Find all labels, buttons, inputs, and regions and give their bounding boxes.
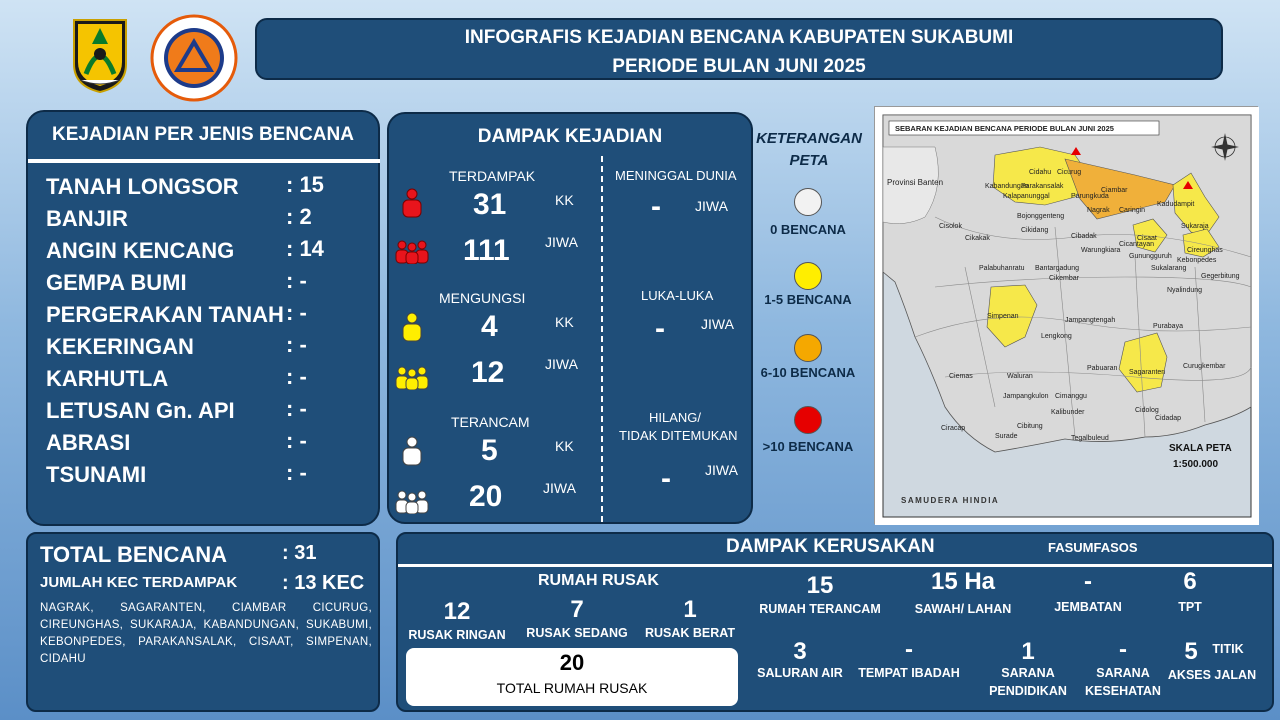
jenis-row: [46, 270, 366, 302]
jenis-value: : 14: [286, 236, 324, 261]
place-label: Palabuhanratu: [979, 265, 1025, 272]
pendidikan-label-2: PENDIDIKAN: [989, 684, 1067, 698]
place-label: Caringin: [1119, 207, 1146, 214]
sawah-label: SAWAH/ LAHAN: [914, 602, 1012, 616]
place-label: Kadudampit: [1157, 201, 1195, 208]
terancam-jiwa-value: 20: [469, 480, 503, 513]
terdampak-label: TERDAMPAK: [449, 168, 536, 184]
place-label: Ciemas: [949, 373, 973, 380]
place-label: Cibitung: [1017, 423, 1043, 430]
mengungsi-jiwa-unit: JIWA: [545, 356, 578, 372]
jenis-value: : -: [286, 268, 307, 293]
pendidikan-value: 1: [1021, 638, 1035, 665]
jenis-name: BANJIR: [46, 206, 128, 231]
total-value: : 31: [282, 542, 317, 564]
meninggal-unit: JIWA: [695, 198, 728, 214]
terdampak-jiwa-value: 111: [463, 234, 510, 267]
terancam-label: TERANCAM: [451, 414, 530, 430]
legend-label-3: >10 BENCANA: [762, 439, 854, 454]
terdampak-kk-unit: KK: [555, 192, 574, 208]
tpt-label: TPT: [1178, 600, 1202, 614]
sedang-value: 7: [570, 596, 584, 623]
mengungsi-label: MENGUNGSI: [439, 290, 526, 306]
place-label: Warungkiara: [1081, 247, 1121, 254]
place-label: Jampangkulon: [1003, 393, 1049, 400]
sedang-label: RUSAK SEDANG: [526, 626, 628, 640]
kesehatan-label: SARANA: [1096, 666, 1150, 680]
jenis-bencana-title: KEJADIAN PER JENIS BENCANA: [52, 124, 354, 145]
page-subtitle: PERIODE BULAN JUNI 2025: [612, 56, 866, 77]
place-label: Kalapanunggal: [1003, 193, 1050, 200]
tpt-value: 6: [1183, 568, 1197, 595]
fasum-label: FASUMFASOS: [1048, 540, 1138, 555]
legend-swatch-1: [794, 262, 822, 290]
place-label: Cireunghas: [1187, 247, 1223, 254]
saluran-value: 3: [793, 638, 807, 665]
kesehatan-label-2: KESEHATAN: [1085, 684, 1161, 698]
legend-title: [752, 128, 866, 172]
jenis-name: ABRASI: [46, 430, 131, 455]
jenis-row: [46, 366, 366, 398]
person-white-icon: [401, 436, 423, 471]
place-label: Sagaranten: [1129, 369, 1166, 376]
luka-value: -: [655, 312, 665, 345]
luka-unit: JIWA: [701, 316, 734, 332]
jenis-row: [46, 334, 366, 366]
place-label: Cimanggu: [1055, 393, 1087, 400]
rumah-rusak-label: RUMAH RUSAK: [538, 572, 659, 589]
dampak-title: DAMPAK KEJADIAN: [477, 126, 663, 147]
legend-title-line2: PETA: [789, 152, 829, 169]
place-label: Nyalindung: [1167, 287, 1203, 294]
legend-label-2: 6-10 BENCANA: [760, 365, 856, 380]
place-label: Tegalbuleud: [1071, 435, 1109, 442]
mengungsi-kk-unit: KK: [555, 314, 574, 330]
place-label: Sukalarang: [1151, 265, 1187, 272]
terdampak-jiwa-unit: JIWA: [545, 234, 578, 250]
page-title: INFOGRAFIS KEJADIAN BENCANA KABUPATEN SUKABUMI: [464, 27, 1014, 48]
place-label: Bojonggenteng: [1017, 213, 1065, 220]
dampak-kerusakan-panel: [396, 532, 1274, 712]
jenis-value: : -: [286, 300, 307, 325]
place-label: Parakansalak: [1021, 183, 1064, 190]
kerusakan-title: DAMPAK KERUSAKAN: [726, 536, 935, 557]
dampak-kejadian-panel: [387, 112, 753, 524]
jenis-name: TANAH LONGSOR: [46, 174, 239, 199]
legend-label-0: 0 BENCANA: [770, 222, 846, 237]
kec-value: : 13 KEC: [282, 572, 365, 594]
kec-list: NAGRAK, SAGARANTEN, CIAMBAR CICURUG, CIREUNGHAS, SUKARAJA, KABANDUNGAN, SUKABUMI, KEBONPEDES, PARAKANSALAK, CISAAT, SIMPENAN, CIDAHU: [40, 602, 372, 665]
jenis-value: : -: [286, 396, 307, 421]
total-bencana-panel: [26, 532, 380, 712]
jenis-row: [46, 174, 366, 206]
terancam-value: 15: [806, 572, 834, 599]
divider: [28, 159, 380, 163]
map-scale-value: 1:500.000: [1173, 459, 1219, 470]
divider: [398, 564, 1272, 567]
jenis-name: PERGERAKAN TANAH: [46, 302, 284, 327]
hilang-label: HILANG/: [649, 410, 702, 425]
jenis-value: : -: [286, 364, 307, 389]
place-label: Purabaya: [1153, 323, 1183, 330]
terancam-kk-unit: KK: [555, 438, 574, 454]
bpbd-logo: [150, 14, 238, 102]
jenis-value: : 2: [286, 204, 312, 229]
luka-label: LUKA-LUKA: [641, 288, 714, 303]
place-label: Pabuaran: [1087, 365, 1118, 372]
place-label: Kebonpedes: [1177, 257, 1217, 264]
place-label: Lengkong: [1041, 333, 1072, 340]
legend-title-line1: KETERANGAN: [756, 130, 862, 147]
place-label: Bantargadung: [1035, 265, 1079, 272]
place-label: Simpenan: [987, 313, 1019, 320]
header-title-box: [255, 18, 1223, 80]
saluran-label: SALURAN AIR: [757, 666, 843, 680]
legend-swatch-2: [794, 334, 822, 362]
place-label: Parungkuda: [1071, 193, 1109, 200]
place-label: Jampangtengah: [1065, 317, 1116, 324]
jembatan-value: -: [1084, 568, 1092, 595]
divider: [601, 156, 603, 522]
jalan-value: 5: [1184, 638, 1198, 665]
place-label: Cicurug: [1057, 169, 1082, 176]
place-label: Cicantayan: [1119, 241, 1155, 248]
ibadah-value: -: [905, 636, 913, 663]
place-label: Curugkembar: [1183, 363, 1226, 370]
jenis-value: : -: [286, 428, 307, 453]
jenis-row: [46, 462, 366, 494]
meninggal-label: MENINGGAL DUNIA: [615, 168, 737, 183]
place-label: Cikembar: [1049, 275, 1079, 282]
mengungsi-jiwa-value: 12: [471, 356, 505, 389]
mengungsi-kk-value: 4: [481, 310, 498, 343]
kec-label: JUMLAH KEC TERDAMPAK: [40, 574, 238, 591]
jenis-row: [46, 398, 366, 430]
map-scale-label: SKALA PETA: [1169, 443, 1232, 454]
ibadah-label: TEMPAT IBADAH: [858, 666, 960, 680]
jenis-value: : -: [286, 332, 307, 357]
jenis-bencana-panel: [26, 110, 380, 526]
jenis-name: LETUSAN Gn. API: [46, 398, 235, 423]
place-label: Sukaraja: [1181, 223, 1209, 230]
terancam-jiwa-unit: JIWA: [543, 480, 576, 496]
jenis-value: : -: [286, 460, 307, 485]
person-red-icon: [401, 188, 423, 223]
map-title: SEBARAN KEJADIAN BENCANA PERIODE BULAN JUNI 2025: [895, 124, 1114, 133]
legend-swatch-0: [794, 188, 822, 216]
place-label: Cikidang: [1021, 227, 1049, 234]
total-rumah-value: 20: [559, 650, 585, 675]
place-label: Surade: [995, 433, 1018, 440]
pendidikan-label: SARANA: [1001, 666, 1055, 680]
jenis-value: : 15: [286, 172, 324, 197]
jalan-label: AKSES JALAN: [1167, 668, 1257, 682]
place-label: Gunungguruh: [1129, 253, 1172, 260]
jenis-row: [46, 430, 366, 462]
hilang-label-2: TIDAK DITEMUKAN: [619, 428, 738, 443]
sukabumi-crest-logo: [72, 18, 128, 94]
jenis-name: KEKERINGAN: [46, 334, 194, 359]
ringan-value: 12: [443, 598, 471, 625]
place-label: Cidolog: [1135, 407, 1159, 414]
disaster-map: [874, 106, 1258, 524]
place-label: Cidadap: [1155, 415, 1182, 422]
jenis-row: [46, 238, 366, 270]
berat-label: RUSAK BERAT: [644, 626, 736, 640]
hilang-unit: JIWA: [705, 462, 738, 478]
total-rumah-label: TOTAL RUMAH RUSAK: [496, 680, 648, 696]
place-label: Kabandungan: [985, 183, 1029, 190]
jembatan-label: JEMBATAN: [1054, 600, 1122, 614]
group-red-icon: [395, 238, 429, 269]
place-label: Kalibunder: [1051, 409, 1085, 416]
place-label: Cisolok: [939, 223, 962, 230]
place-label: Ciambar: [1101, 187, 1128, 194]
total-rumah-rusak-box: [406, 648, 738, 706]
place-label: Cibadak: [1071, 233, 1097, 240]
jenis-row: [46, 302, 366, 334]
jenis-row: [46, 206, 366, 238]
place-label: Cisaat: [1137, 235, 1157, 242]
hilang-value: -: [661, 462, 671, 495]
jenis-name: ANGIN KENCANG: [46, 238, 235, 263]
map-place-labels: [875, 107, 1259, 525]
legend-label-1: 1-5 BENCANA: [764, 292, 852, 307]
terancam-label: RUMAH TERANCAM: [759, 602, 881, 616]
jenis-name: TSUNAMI: [46, 462, 147, 487]
group-white-icon: [395, 488, 429, 519]
meninggal-value: -: [651, 190, 661, 223]
terancam-kk-value: 5: [481, 434, 498, 467]
terdampak-kk-value: 31: [473, 188, 507, 221]
kesehatan-value: -: [1119, 636, 1127, 663]
map-sea-label: SAMUDERA HINDIA: [901, 496, 1000, 505]
jenis-name: GEMPA BUMI: [46, 270, 187, 295]
ringan-label: RUSAK RINGAN: [408, 628, 506, 642]
place-label: Ciracap: [941, 425, 966, 432]
berat-value: 1: [683, 596, 697, 623]
group-yellow-icon: [395, 364, 429, 395]
place-label: Gegerbitung: [1201, 273, 1240, 280]
place-label: Waluran: [1007, 373, 1033, 380]
person-yellow-icon: [401, 312, 423, 347]
total-label: TOTAL BENCANA: [40, 542, 227, 567]
place-label: Nagrak: [1087, 207, 1110, 214]
map-province-label: Provinsi Banten: [887, 178, 944, 187]
place-label: Cikakak: [965, 235, 990, 242]
legend-swatch-3: [794, 406, 822, 434]
jalan-unit: TITIK: [1212, 642, 1244, 656]
jenis-name: KARHUTLA: [46, 366, 169, 391]
place-label: Cidahu: [1029, 169, 1052, 176]
sawah-value: 15 Ha: [930, 568, 996, 595]
